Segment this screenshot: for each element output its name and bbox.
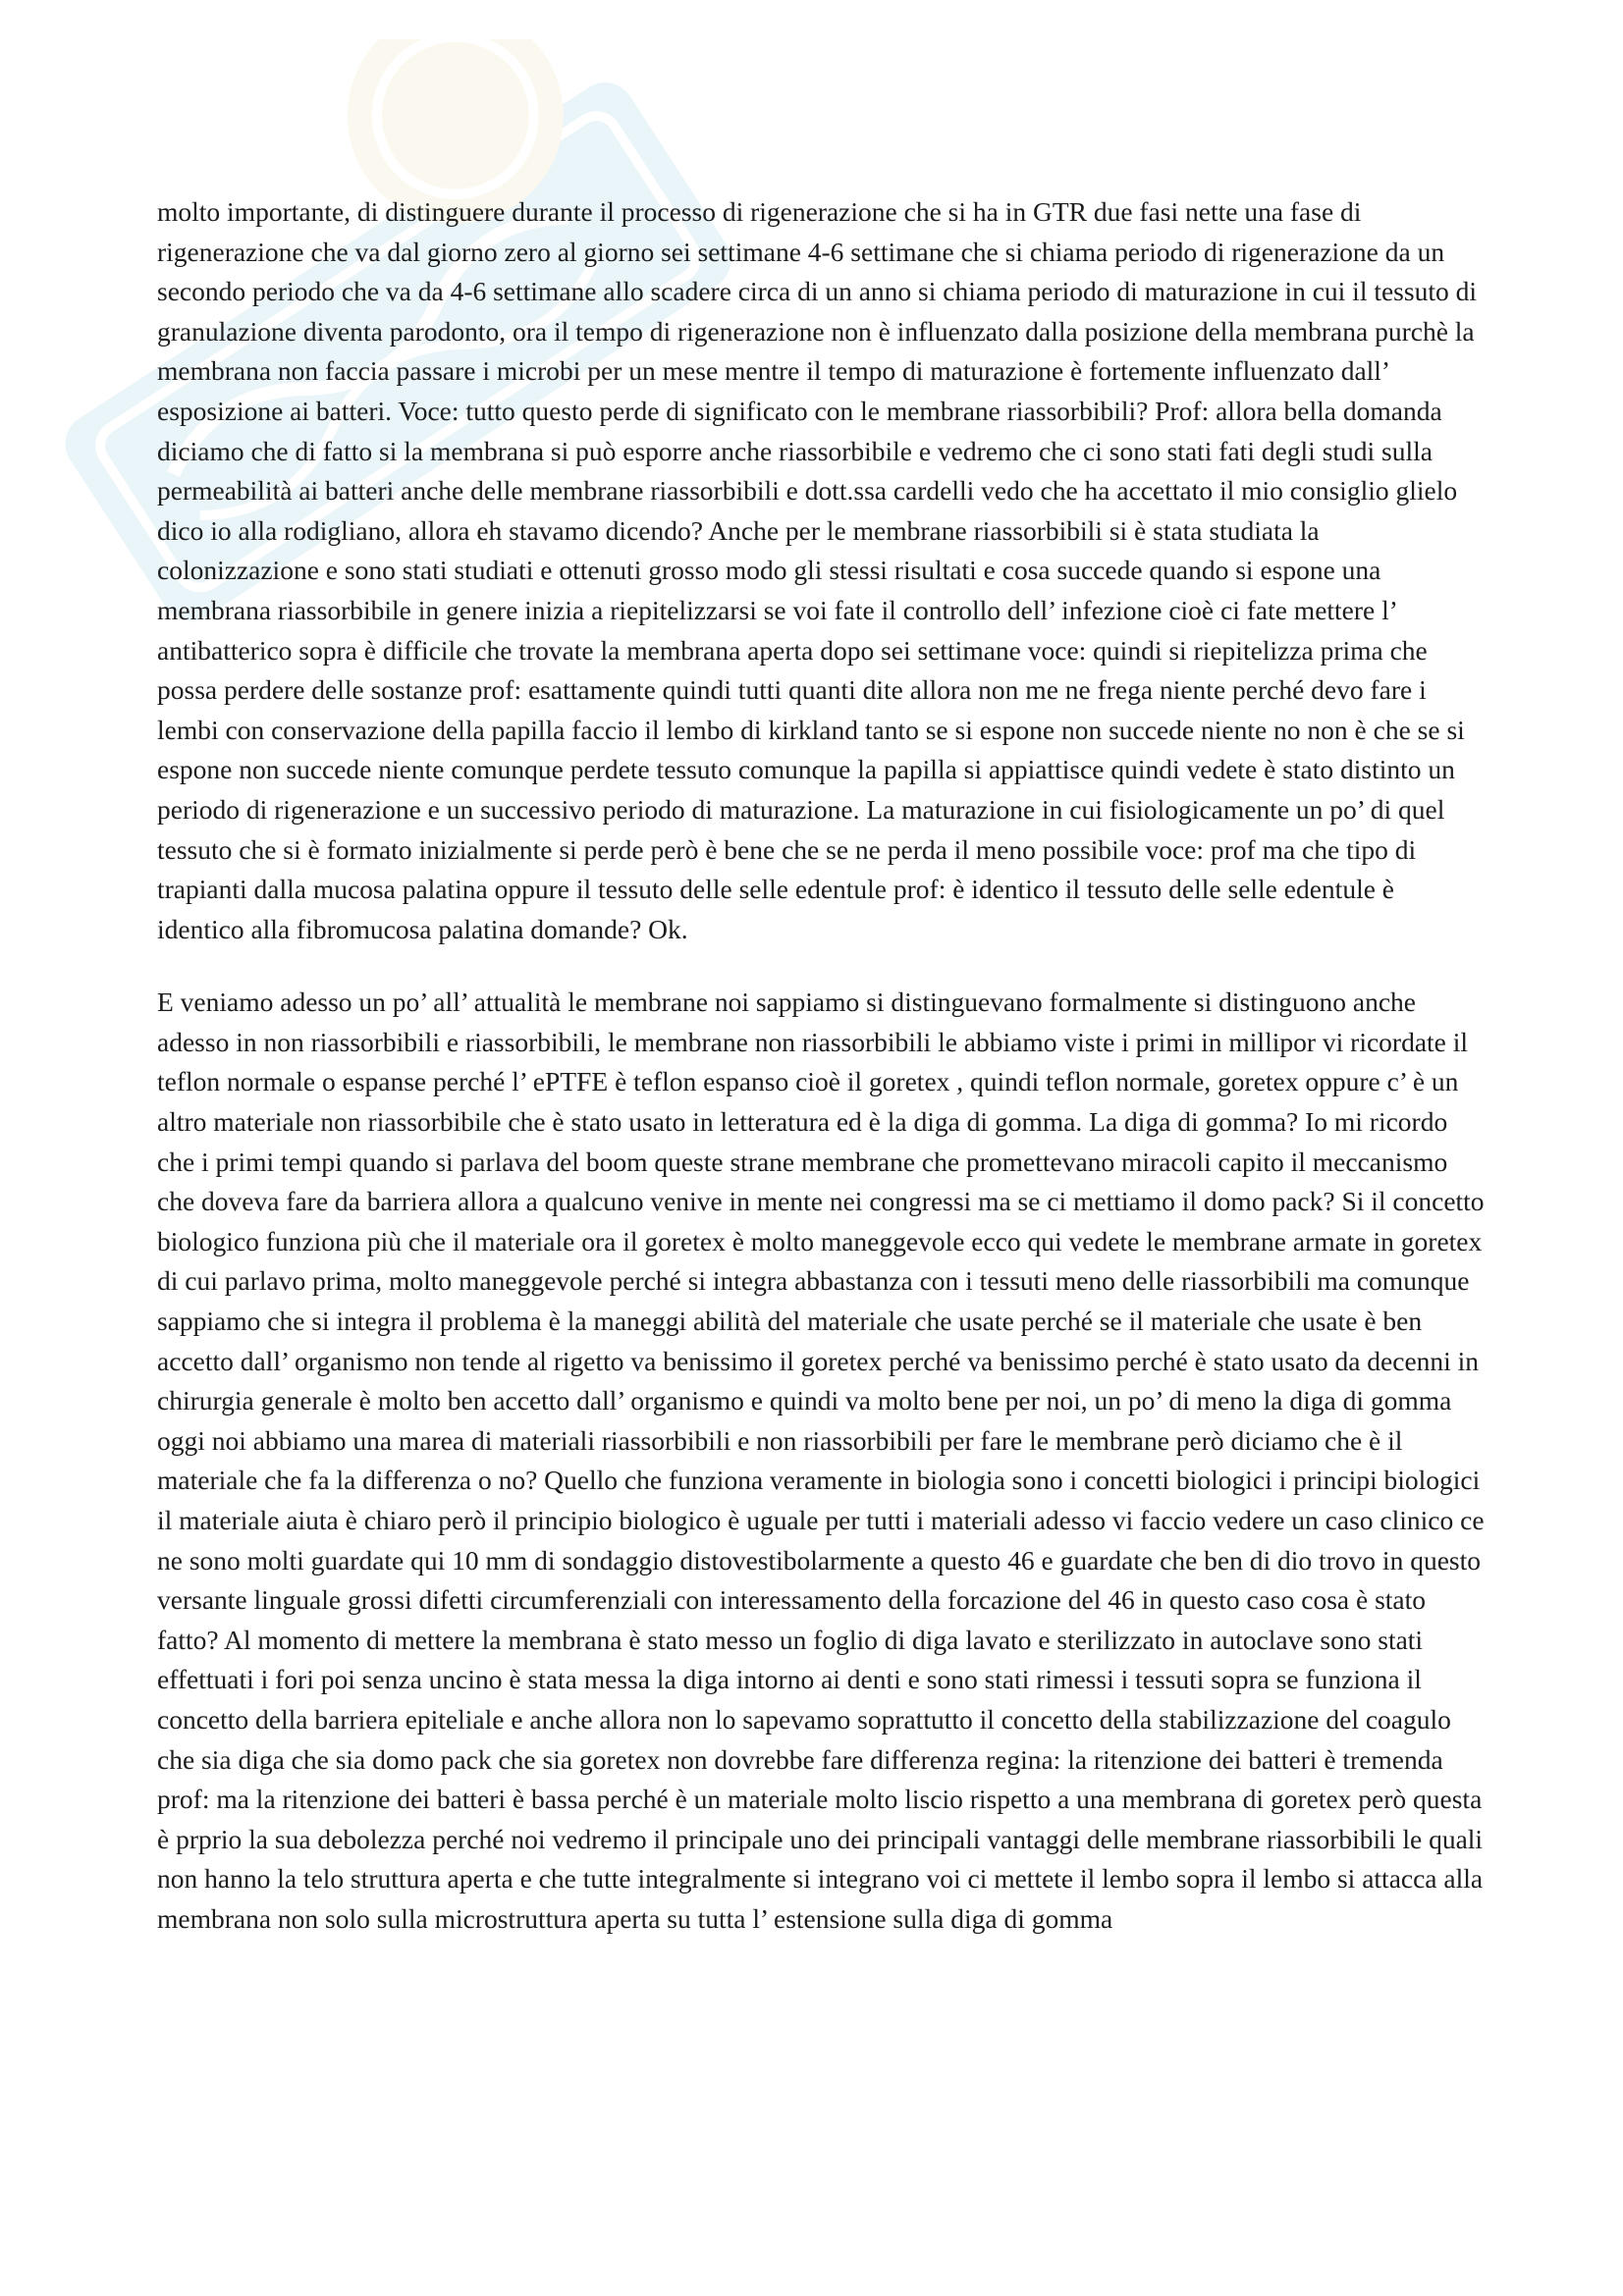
- document-body: [157, 192, 1485, 1940]
- paragraph-2: E veniamo adesso un po’ all’ attualità le membrane noi sappiamo si distinguevano formalmente si distinguono anche adesso in non riassorbibili e riassorbibili, le membrane non riassorbibili le abbiamo viste i primi in millipor vi ricordate il teflon normale o espanse perché l’ ePTFE è teflon espanso cioè il goretex , quindi teflon normale, goretex oppure c’ è un altro materiale non riassorbibile che è stato usato in letteratura ed è la diga di gomma. La diga di gomma? Io mi ricordo che i primi tempi quando si parlava del boom queste strane membrane che promettevano miracoli capito il meccanismo che doveva fare da barriera allora a qualcuno venive in mente nei congressi ma se ci mettiamo il domo pack? Si il concetto biologico funziona più che il materiale ora il goretex è molto maneggevole ecco qui vedete le membrane armate in goretex di cui parlavo prima, molto maneggevole perché si integra abbastanza con i tessuti meno delle riassorbibili ma comunque sappiamo che si integra il problema è la maneggi abilità del materiale che usate perché se il materiale che usate è ben accetto dall’ organismo non tende al rigetto va benissimo il goretex perché va benissimo perché è stato usato da decenni in chirurgia generale è molto ben accetto dall’ organismo e quindi va molto bene per noi, un po’ di meno la diga di gomma oggi noi abbiamo una marea di materiali riassorbibili e non riassorbibili per fare le membrane però diciamo che è il materiale che fa la differenza o no? Quello che funziona veramente in biologia sono i concetti biologici i principi biologici il materiale aiuta è chiaro però il principio biologico è uguale per tutti i materiali adesso vi faccio vedere un caso clinico ce ne sono molti guardate qui 10 mm di sondaggio distovestibolarmente a questo 46 e guardate che ben di dio trovo in questo versante linguale grossi difetti circumferenziali con interessamento della forcazione del 46 in questo caso cosa è stato fatto? Al momento di mettere la membrana è stato messo un foglio di diga lavato e sterilizzato in autoclave sono stati effettuati i fori poi senza uncino è stata messa la diga intorno ai denti e sono stati rimessi i tessuti sopra se funziona il concetto della barriera epiteliale e anche allora non lo sapevamo soprattutto il concetto della stabilizzazione del coagulo che sia diga che sia domo pack che sia goretex non dovrebbe fare differenza regina: la ritenzione dei batteri è tremenda prof: ma la ritenzione dei batteri è bassa perché è un materiale molto liscio rispetto a una membrana di goretex però questa è prprio la sua debolezza perché noi vedremo il principale uno dei principali vantaggi delle membrane riassorbibili le quali non hanno la telo struttura aperta e che tutte integralmente si integrano voi ci mettete il lembo sopra il lembo si attacca alla membrana non solo sulla microstruttura aperta su tutta l’ estensione sulla diga di gomma: [157, 987, 1485, 1934]
- paragraph-1: molto importante, di distinguere durante il processo di rigenerazione che si ha in GTR due fasi nette una fase di rigenerazione che va dal giorno zero al giorno sei settimane 4-6 settimane che si chiama periodo di rigenerazione da un secondo periodo che va da 4-6 settimane allo scadere circa di un anno si chiama periodo di maturazione in cui il tessuto di granulazione diventa parodonto, ora il tempo di rigenerazione non è influenzato dalla posizione della membrana purchè la membrana non faccia passare i microbi per un mese mentre il tempo di maturazione è fortemente influenzato dall’ esposizione ai batteri. Voce: tutto questo perde di significato con le membrane riassorbibili? Prof: allora bella domanda diciamo che di fatto si la membrana si può esporre anche riassorbibile e vedremo che ci sono stati fati degli studi sulla permeabilità ai batteri anche delle membrane riassorbibili e dott.ssa cardelli vedo che ha accettato il mio consiglio glielo dico io alla rodigliano, allora eh stavamo dicendo? Anche per le membrane riassorbibili si è stata studiata la colonizzazione e sono stati studiati e ottenuti grosso modo gli stessi risultati e cosa succede quando si espone una membrana riassorbibile in genere inizia a riepitelizzarsi se voi fate il controllo dell’ infezione cioè ci fate mettere l’ antibatterico sopra è difficile che trovate la membrana aperta dopo sei settimane voce: quindi si riepitelizza prima che possa perdere delle sostanze prof: esattamente quindi tutti quanti dite allora non me ne frega niente perché devo fare i lembi con conservazione della papilla faccio il lembo di kirkland tanto se si espone non succede niente no non è che se si espone non succede niente comunque perdete tessuto comunque la papilla si appiattisce quindi vedete è stato distinto un periodo di rigenerazione e un successivo periodo di maturazione. La maturazione in cui fisiologicamente un po’ di quel tessuto che si è formato inizialmente si perde però è bene che se ne perda il meno possibile voce: prof ma che tipo di trapianti dalla mucosa palatina oppure il tessuto delle selle edentule prof: è identico il tessuto delle selle edentule è identico alla fibromucosa palatina domande? Ok.: [157, 196, 1477, 944]
